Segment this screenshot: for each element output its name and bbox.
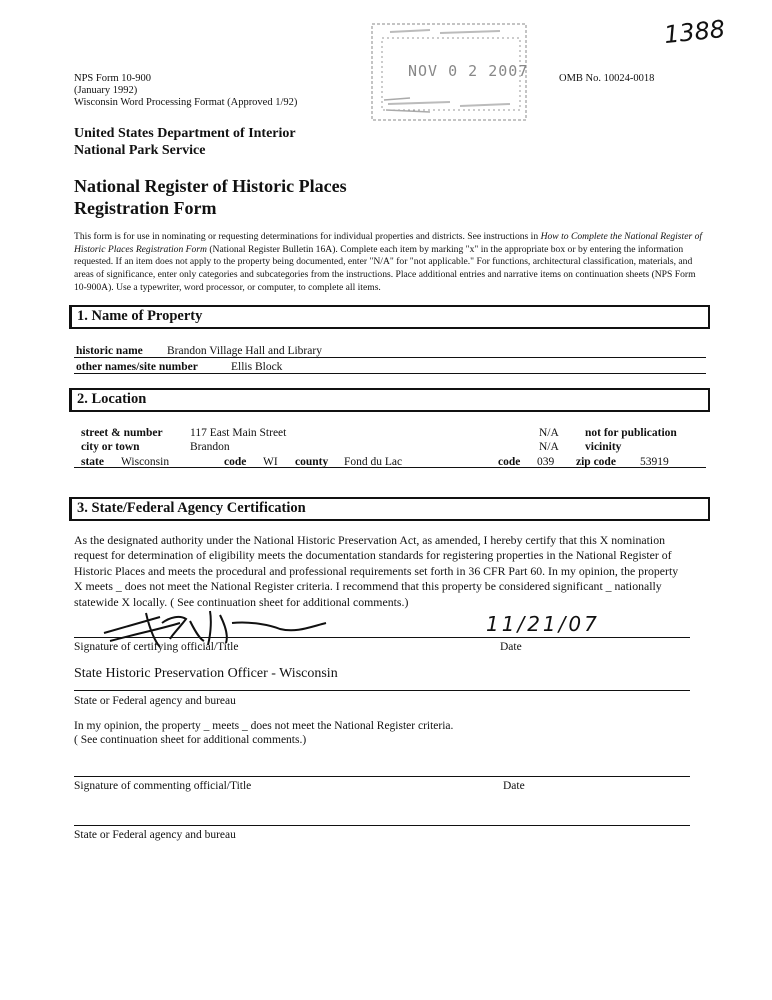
divider bbox=[74, 825, 690, 826]
street-label: street & number bbox=[81, 427, 163, 439]
continuation-note: ( See continuation sheet for additional comments.) bbox=[74, 734, 307, 746]
omb-number: OMB No. 10024-0018 bbox=[559, 73, 655, 84]
county-code-value: 039 bbox=[537, 456, 555, 468]
stamp-date: NOV 0 2 2007 bbox=[408, 62, 529, 80]
city-value: Brandon bbox=[190, 441, 230, 453]
commenting-date-label: Date bbox=[503, 780, 525, 792]
historic-name-value: Brandon Village Hall and Library bbox=[167, 345, 322, 357]
signature-line bbox=[74, 637, 690, 638]
not-for-publication-label: not for publication bbox=[585, 427, 677, 439]
instructions-paragraph: This form is for use in nominating or requesting determinations for individual properties and districts. See instructions in How to Complete the National Register of Historic Places Registration Form (National Register Bulletin 16A). Complete each item by marking "x" in the appropriate box or by entering the information requested. If an item does not apply to the property being documented, enter "N/A" for "not applicable." For functions, architectural classification, materials, and areas of significance, enter only categories and subcategories from the instructions. Place additional entries and narrative items on continuation sheets (NPS Form 10-900A). Use a typewriter, word processor, or computer, to complete all items. bbox=[74, 231, 703, 293]
state-label: state bbox=[81, 456, 104, 468]
county-value: Fond du Lac bbox=[344, 456, 403, 468]
form-format: Wisconsin Word Processing Format (Approved 1/92) bbox=[74, 97, 298, 108]
state-code-value: WI bbox=[263, 456, 278, 468]
other-names-value: Ellis Block bbox=[231, 361, 283, 373]
certifying-signature-label: Signature of certifying official/Title bbox=[74, 641, 239, 653]
vicinity-label: vicinity bbox=[585, 441, 622, 453]
agency-bureau-label-2: State or Federal agency and bureau bbox=[74, 829, 236, 841]
street-value: 117 East Main Street bbox=[190, 427, 287, 439]
state-value: Wisconsin bbox=[121, 456, 170, 468]
divider bbox=[74, 357, 706, 358]
form-date: (January 1992) bbox=[74, 85, 138, 96]
state-code-label: code bbox=[224, 456, 247, 468]
form-title: National Register of Historic Places bbox=[74, 176, 347, 196]
county-label: county bbox=[295, 456, 329, 468]
certifier-title: State Historic Preservation Officer - Wisconsin bbox=[74, 666, 338, 681]
divider bbox=[74, 373, 706, 374]
city-na: N/A bbox=[539, 441, 559, 453]
divider bbox=[74, 467, 706, 468]
opinion-line: In my opinion, the property _ meets _ does not meet the National Register criteria. bbox=[74, 720, 454, 732]
divider bbox=[74, 690, 690, 691]
city-label: city or town bbox=[81, 441, 140, 453]
section-1-header: 1. Name of Property bbox=[69, 305, 710, 329]
county-code-label: code bbox=[498, 456, 521, 468]
section-2-header: 2. Location bbox=[69, 388, 710, 412]
handwritten-reference-number: 1388 bbox=[662, 14, 727, 50]
form-number: NPS Form 10-900 bbox=[74, 73, 152, 84]
other-names-label: other names/site number bbox=[76, 361, 198, 373]
certifying-date-label: Date bbox=[500, 641, 522, 653]
certification-paragraph: As the designated authority under the National Historic Preservation Act, as amended, I hereby certify that this X nomination request for determination of eligibility meets the documentation standards for registering properties in the National Register of Historic Places and meets the procedural and professional requirements set forth in 36 CFR Part 60. In my opinion, the property X meets _ does not meet the National Register criteria. I recommend that this property be considered significant _ nationally statewide X locally. ( See continuation sheet for additional comments.) bbox=[74, 533, 679, 609]
agency-department: United States Department of Interior bbox=[74, 126, 296, 141]
street-na: N/A bbox=[539, 427, 559, 439]
agency-service: National Park Service bbox=[74, 143, 206, 158]
zip-value: 53919 bbox=[640, 456, 669, 468]
section-3-header: 3. State/Federal Agency Certification bbox=[69, 497, 710, 521]
zip-label: zip code bbox=[576, 456, 616, 468]
signature-line bbox=[74, 776, 690, 777]
historic-name-label: historic name bbox=[76, 345, 143, 357]
signature-date: 11/21/07 bbox=[486, 612, 600, 636]
agency-bureau-label: State or Federal agency and bureau bbox=[74, 695, 236, 707]
commenting-signature-label: Signature of commenting official/Title bbox=[74, 780, 252, 792]
form-subtitle: Registration Form bbox=[74, 198, 217, 218]
